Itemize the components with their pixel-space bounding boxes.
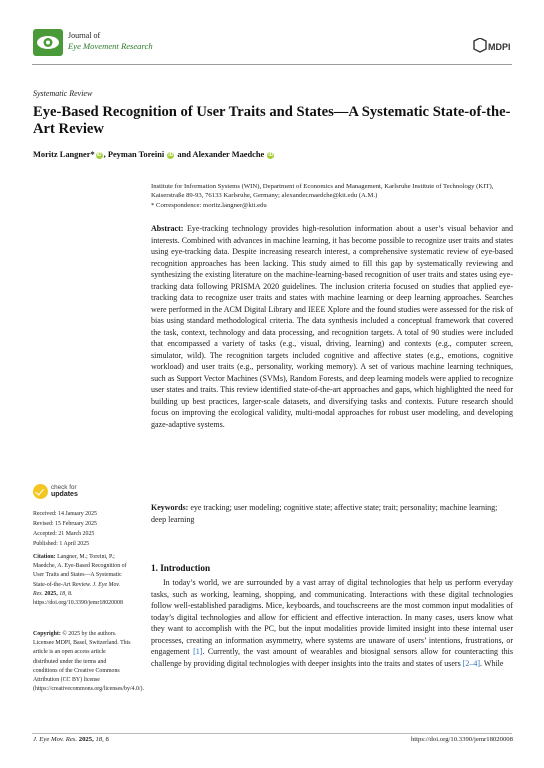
copyright-block: [33, 630, 144, 694]
journal-name[interactable]: Eye Movement Research: [68, 41, 153, 51]
citation-link[interactable]: [2–4]: [462, 658, 481, 668]
publication-dates: [33, 509, 138, 549]
header-divider: [32, 64, 512, 65]
article-title: Eye-Based Recognition of User Traits and States—A Systematic State-of-the-Art Review: [33, 104, 511, 137]
check-for-updates-button[interactable]: [33, 483, 113, 503]
author-list: [33, 150, 275, 159]
footer-volume: 18,: [95, 736, 104, 743]
keywords: [151, 502, 513, 525]
intro-text-part: . Currently, the vast amount of wearables and biosignal sensors allow for counteracting this challenge by providing digital technologies with deeper insights into the traits and states of users: [151, 647, 513, 668]
footer-citation: [33, 736, 109, 743]
introduction-paragraph: [151, 577, 513, 669]
abstract: [151, 223, 513, 430]
footer-doi[interactable]: https://doi.org/10.3390/jemr18020008: [410, 736, 513, 743]
mdpi-logo-text: MDPI: [488, 42, 511, 52]
corresponding-mark: *: [90, 150, 95, 159]
abstract-text: Eye-tracking technology provides high-resolution information about a user’s visual behavior and interests. Combined with advances in machine learning, it has become possible to recognize user traits and states using eye-tracking data. Despite increasing research interest, a comprehensive systematic review of eye-based recognition approaches has been lacking. This study aimed to fill this gap by systematically reviewing and synthesizing the existing literature on the machine-learning-based recognition of user traits and states using eye-tracking data following PRISMA 2020 guidelines. The inclusion criteria focused on studies that applied eye-tracking data to recognize user traits and states with machine learning or deep learning approaches. Searches were performed in the ACM Digital Library and IEEE Xplore and the found studies were assessed for the risk of bias using standard methodological criteria. The data synthesis included a conceptual framework that covered the task, context, technology and data processing, and recognition targets. A total of 90 studies were included that encompassed a variety of tasks (e.g., visual, driving, learning) and contexts (e.g., computer screen, simulator, wild). The recognition targets included cognitive and affective states (e.g., emotions, cognitive workload) and user traits (e.g., personality, working memory). A set of various machine learning techniques, such as Support Vector Machines (SVMs), Random Forests, and deep learning models were applied to recognize user states and traits. This review identified state-of-the-art approaches and gaps, which highlighted the need for building up best practices, larger-scale datasets, and diversifying tasks and contexts. Future research should focus on improving the ecological validity, multi-modal approaches for robust user modeling, and developing gaze-adaptive systems.: [151, 224, 514, 429]
citation-volume: 18,: [59, 590, 67, 597]
footer-article-no: 8: [105, 736, 109, 743]
keywords-label: Keywords:: [151, 503, 189, 512]
orcid-icon[interactable]: iD: [96, 152, 102, 158]
journal-label: Journal of: [68, 31, 101, 40]
keywords-text: eye tracking; user modeling; cognitive state; affective state; trait; personality; machine learning; deep learning: [151, 503, 498, 524]
check-updates-line2: updates: [51, 491, 78, 498]
citation-link[interactable]: [1]: [193, 647, 203, 656]
citation-block: [33, 553, 131, 608]
author-separator: and: [175, 150, 193, 159]
copyright-text: © 2025 by the authors. Licensee MDPI, Basel, Switzerland. This article is an open access article distributed under the terms and conditions of the Creative Commons Attribution (CC BY) license (https://creativecommons.org/licenses/by/4.0/).: [33, 631, 144, 693]
journal-logo-icon: [33, 29, 63, 56]
article-type: Systematic Review: [33, 89, 93, 98]
mdpi-logo-icon[interactable]: [472, 38, 512, 55]
orcid-icon[interactable]: iD: [168, 152, 174, 158]
footer-year: 2025,: [78, 736, 94, 743]
correspondence: * Correspondence: moritz.langner@kit.edu: [151, 202, 267, 209]
section-heading: 1. Introduction: [151, 563, 211, 573]
citation-year: 2025,: [44, 590, 58, 597]
footer-journal: J. Eye Mov. Res.: [33, 736, 78, 743]
check-updates-line1: check for: [51, 484, 77, 491]
date-accepted: Accepted: 21 March 2025: [33, 531, 95, 537]
abstract-label: Abstract:: [151, 224, 184, 233]
author-name: Alexander Maedche: [192, 150, 265, 159]
intro-text-part: In today’s world, we are surrounded by a vast array of digital technologies that help us perform everyday tasks, such as working, learning, shopping, and communicating. Interactions with these digital technologies follow well-established paradigms. Mice, keyboards, and touchscreens are the most common input modalities of today’s digital technologies and allow for efficient and effective interaction. In many cases, users know what they want to accomplish with the PC, but the input modalities provide limited insight into these internal user processes, creating an information asymmetry, where systems are unaware of users’ intentions, frustrations, or engagement: [151, 578, 513, 656]
affiliation: Institute for Information Systems (WIN), Department of Economics and Management, Karlsruhe Institute of Technology (KIT), Kaiserstraße 89-93, 76133 Karlsruhe, Germany; alexander.maedche@kit.edu (A.M.): [151, 183, 494, 199]
author-name: Moritz Langner: [33, 150, 91, 159]
date-published: Published: 1 April 2025: [33, 541, 90, 547]
date-revised: Revised: 15 February 2025: [33, 521, 97, 527]
citation-journal: J. Eye Mov. Res.: [33, 581, 121, 597]
date-received: Received: 14 January 2025: [33, 511, 97, 517]
author-name: Peyman Toreini: [107, 150, 165, 159]
citation-label: Citation:: [33, 554, 56, 560]
copyright-label: Copyright:: [33, 631, 61, 637]
intro-text-part: . While: [480, 658, 504, 668]
orcid-icon[interactable]: iD: [268, 152, 274, 158]
citation-text: Langner, M.; Toreini, P.; Maedche, A. Eye-Based Recognition of User Traits and States—A Systematic State-of-the-Art Review.: [33, 554, 127, 588]
footer-divider: [32, 733, 512, 734]
author-separator: ,: [103, 150, 108, 159]
check-icon: [33, 484, 48, 499]
citation-doi[interactable]: 8. https://doi.org/10.3390/jemr18020008: [33, 590, 123, 607]
